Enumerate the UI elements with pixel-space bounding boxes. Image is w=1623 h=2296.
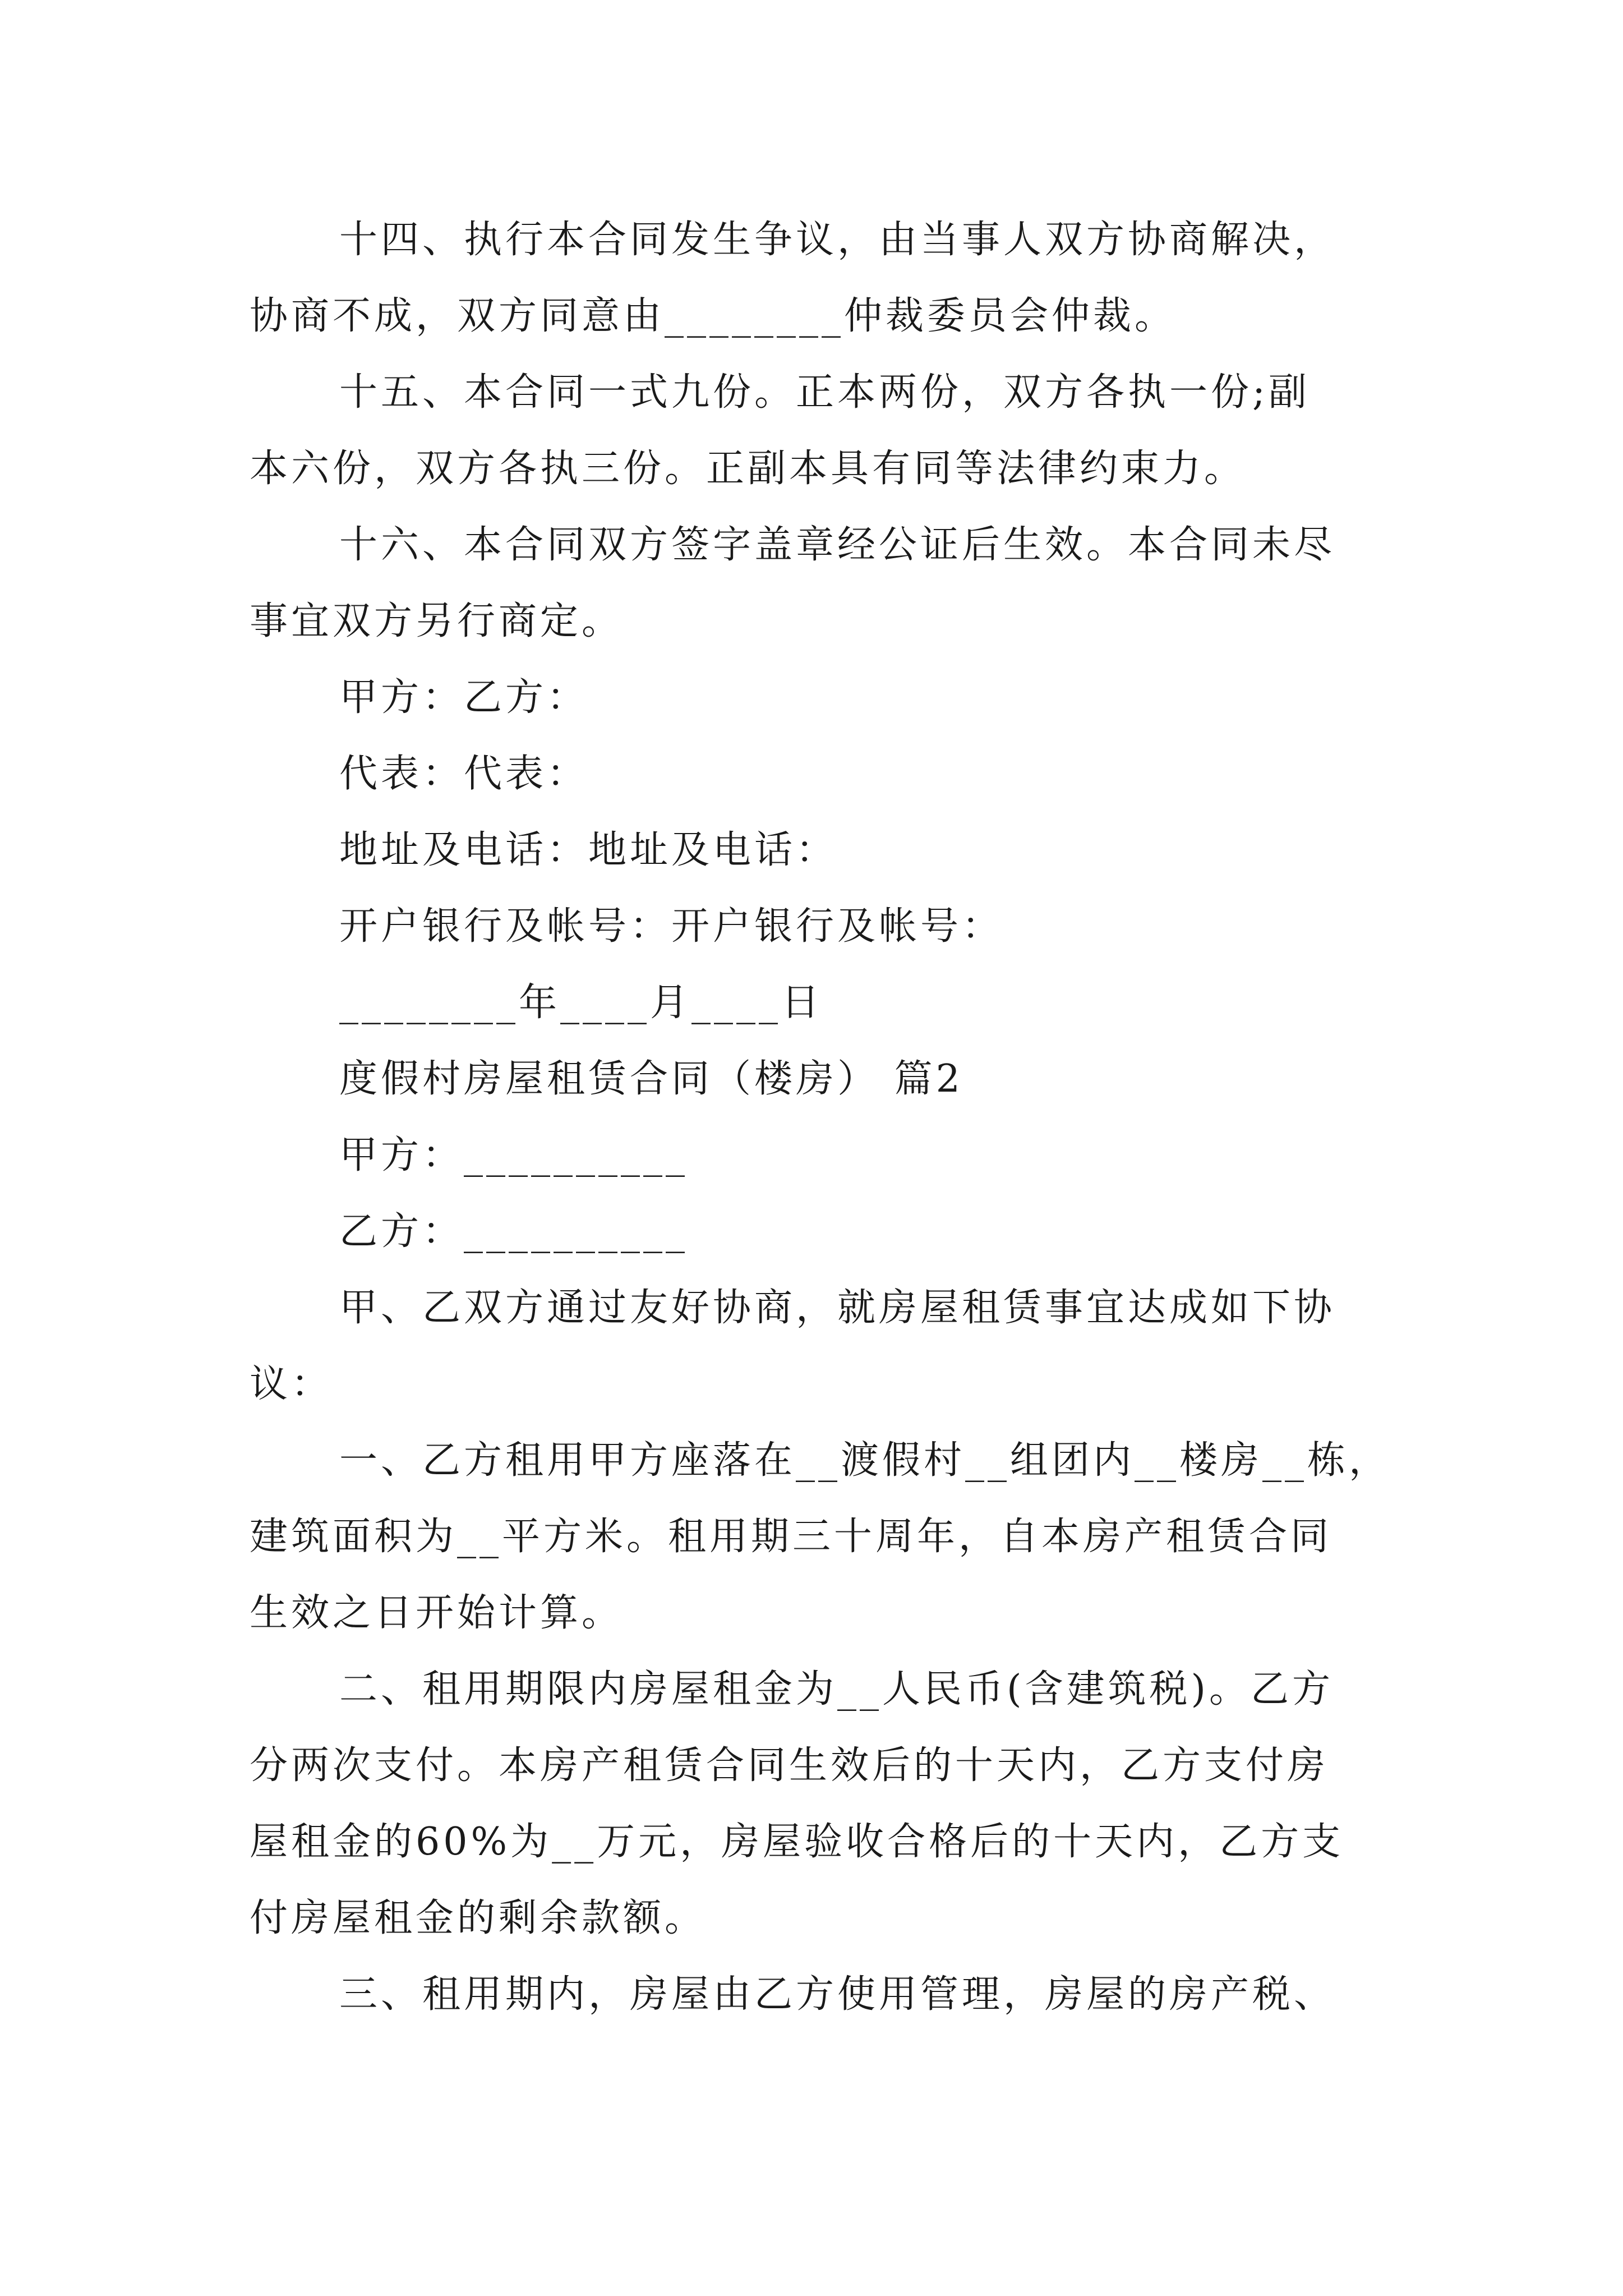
clause-3-line-1: 三、租用期内，房屋由乙方使用管理，房屋的房产税、 [339,1972,1336,2017]
clause-1-line-2: 建筑面积为__平方米。租用期三十周年，自本房产租赁合同 [250,1515,1332,1559]
party-b-line: 乙方：__________ [339,1209,689,1254]
signature-address-line: 地址及电话：地址及电话： [339,828,838,872]
signature-party-line: 甲方：乙方： [339,675,589,720]
clause-16-line-1: 十六、本合同双方签字盖章经公证后生效。本合同未尽 [339,523,1336,567]
signature-representative-line: 代表：代表： [339,752,589,796]
clause-14-line-1: 十四、执行本合同发生争议，由当事人双方协商解决， [339,218,1336,262]
signature-date-line: ________年____月____日 [339,981,823,1025]
clause-15-line-2: 本六份，双方各执三份。正副本具有同等法律约束力。 [250,447,1246,491]
clause-14-line-2: 协商不成，双方同意由________仲裁委员会仲裁。 [250,294,1177,338]
preamble-line-2: 议： [250,1362,333,1406]
signature-bank-line: 开户银行及帐号：开户银行及帐号： [339,904,1004,949]
section-title: 度假村房屋租赁合同（楼房） 篇2 [339,1057,963,1101]
clause-16-line-2: 事宜双方另行商定。 [250,599,624,643]
clause-1-line-3: 生效之日开始计算。 [250,1591,624,1635]
clause-1-line-1: 一、乙方租用甲方座落在__渡假村__组团内__楼房__栋， [339,1438,1391,1483]
clause-15-line-1: 十五、本合同一式九份。正本两份，双方各执一份;副 [339,370,1310,415]
clause-2-line-4: 付房屋租金的剩余款额。 [250,1896,707,1940]
clause-2-line-1: 二、租用期限内房屋租金为__人民币(含建筑税)。乙方 [339,1667,1334,1711]
clause-2-line-3: 屋租金的60%为__万元，房屋验收合格后的十天内，乙方支 [250,1820,1344,1864]
party-a-line: 甲方：__________ [339,1133,689,1177]
clause-2-line-2: 分两次支付。本房产租赁合同生效后的十天内，乙方支付房 [250,1743,1329,1788]
preamble-line-1: 甲、乙双方通过友好协商，就房屋租赁事宜达成如下协 [339,1286,1336,1330]
